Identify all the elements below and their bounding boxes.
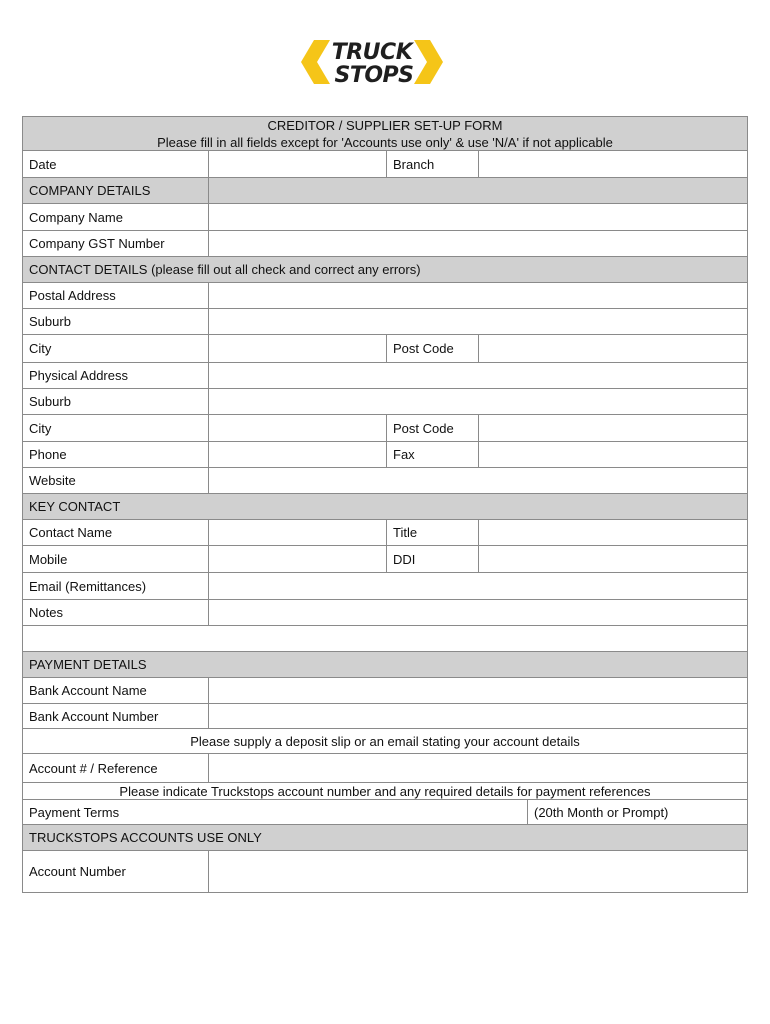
physical-city-label: City xyxy=(29,420,52,436)
company-gst-label: Company GST Number xyxy=(29,236,165,251)
company-section-header xyxy=(23,177,747,203)
email-row xyxy=(23,572,747,599)
contact-title-field[interactable] xyxy=(478,520,747,545)
website-field[interactable] xyxy=(208,468,747,493)
postal-postcode-field[interactable] xyxy=(478,335,747,362)
company-section-title: COMPANY DETAILS xyxy=(29,183,151,198)
payment-terms-row xyxy=(23,799,747,824)
mobile-field[interactable] xyxy=(208,546,386,572)
physical-address-row xyxy=(23,362,747,388)
email-label: Email (Remittances) xyxy=(29,578,147,594)
contact-name-row xyxy=(23,519,747,545)
fax-field[interactable] xyxy=(478,442,747,467)
postal-postcode-label: Post Code xyxy=(386,335,478,362)
mobile-ddi-row xyxy=(23,545,747,572)
accounts-section-title: TRUCKSTOPS ACCOUNTS USE ONLY xyxy=(29,830,262,845)
postal-suburb-label: Suburb xyxy=(29,314,71,329)
phone-fax-row xyxy=(23,441,747,467)
logo-text-stops: STOPS xyxy=(334,63,414,86)
contact-title-label: Title xyxy=(386,520,478,545)
form-title-row xyxy=(23,116,747,150)
date-label: Date xyxy=(29,156,57,172)
branch-label: Branch xyxy=(386,151,478,177)
bank-account-name-label: Bank Account Name xyxy=(29,683,147,698)
company-name-row xyxy=(23,203,747,230)
physical-postcode-label: Post Code xyxy=(386,415,478,441)
postal-city-row xyxy=(23,334,747,362)
physical-city-field[interactable] xyxy=(208,415,386,441)
postal-city-field[interactable] xyxy=(208,335,386,362)
contact-name-field[interactable] xyxy=(208,520,386,545)
company-name-field[interactable] xyxy=(208,204,747,230)
physical-address-field[interactable] xyxy=(208,363,747,388)
physical-suburb-label: Suburb xyxy=(29,394,71,409)
date-branch-row xyxy=(23,150,747,177)
key-contact-section-header xyxy=(23,493,747,519)
logo-left-chevron xyxy=(301,40,330,84)
mobile-label: Mobile xyxy=(29,551,68,567)
phone-label: Phone xyxy=(29,447,67,462)
logo-text-truck: TRUCK xyxy=(331,40,413,65)
email-field[interactable] xyxy=(208,573,747,599)
truckstops-logo xyxy=(300,38,444,86)
physical-postcode-field[interactable] xyxy=(478,415,747,441)
physical-address-label: Physical Address xyxy=(29,368,128,383)
payment-terms-label: Payment Terms xyxy=(29,804,120,820)
bank-account-name-row xyxy=(23,677,747,703)
reference-note: Please indicate Truckstops account number and any required details for payment references xyxy=(119,783,651,799)
company-name-label: Company Name xyxy=(29,209,123,225)
accounts-section-header xyxy=(23,824,747,850)
notes-field[interactable] xyxy=(208,600,747,625)
payment-section-title: PAYMENT DETAILS xyxy=(29,657,147,672)
spacer-row xyxy=(23,625,747,651)
reference-note-row xyxy=(23,782,747,799)
payment-terms-field[interactable] xyxy=(208,800,527,824)
logo-right-chevron xyxy=(414,40,443,84)
account-reference-label: Account # / Reference xyxy=(29,760,158,776)
account-number-label: Account Number xyxy=(29,864,126,879)
branch-field[interactable] xyxy=(478,151,747,177)
postal-suburb-field[interactable] xyxy=(208,309,747,334)
website-row xyxy=(23,467,747,493)
deposit-note: Please supply a deposit slip or an email stating your account details xyxy=(190,733,580,749)
ddi-field[interactable] xyxy=(478,546,747,572)
account-reference-row xyxy=(23,753,747,782)
company-gst-row xyxy=(23,230,747,256)
date-field[interactable] xyxy=(208,151,386,177)
supplier-setup-form xyxy=(22,116,748,893)
notes-label: Notes xyxy=(29,605,63,620)
postal-suburb-row xyxy=(23,308,747,334)
company-header-blank xyxy=(208,178,747,203)
postal-address-label: Postal Address xyxy=(29,288,116,303)
postal-address-field[interactable] xyxy=(208,283,747,308)
physical-suburb-field[interactable] xyxy=(208,389,747,414)
contact-section-title: CONTACT DETAILS (please fill out all check and correct any errors) xyxy=(29,262,421,277)
key-contact-section-title: KEY CONTACT xyxy=(29,499,121,514)
account-number-row xyxy=(23,850,747,893)
notes-row xyxy=(23,599,747,625)
account-reference-field[interactable] xyxy=(208,754,747,782)
phone-field[interactable] xyxy=(208,442,386,467)
contact-name-label: Contact Name xyxy=(29,525,113,540)
ddi-label: DDI xyxy=(386,546,478,572)
website-label: Website xyxy=(29,473,76,488)
payment-section-header xyxy=(23,651,747,677)
bank-account-number-label: Bank Account Number xyxy=(29,708,159,724)
bank-account-name-field[interactable] xyxy=(208,678,747,703)
form-subtitle: Please fill in all fields except for 'Accounts use only' & use 'N/A' if not applicable xyxy=(157,134,613,150)
postal-city-label: City xyxy=(29,341,52,356)
physical-city-row xyxy=(23,414,747,441)
contact-section-header xyxy=(23,256,747,282)
bank-account-number-field[interactable] xyxy=(208,704,747,728)
deposit-note-row xyxy=(23,728,747,753)
bank-account-number-row xyxy=(23,703,747,728)
physical-suburb-row xyxy=(23,388,747,414)
fax-label: Fax xyxy=(386,442,478,467)
form-title: CREDITOR / SUPPLIER SET-UP FORM xyxy=(267,117,503,133)
postal-address-row xyxy=(23,282,747,308)
payment-terms-hint: (20th Month or Prompt) xyxy=(527,800,747,824)
account-number-field[interactable] xyxy=(208,851,747,892)
company-gst-field[interactable] xyxy=(208,231,747,256)
